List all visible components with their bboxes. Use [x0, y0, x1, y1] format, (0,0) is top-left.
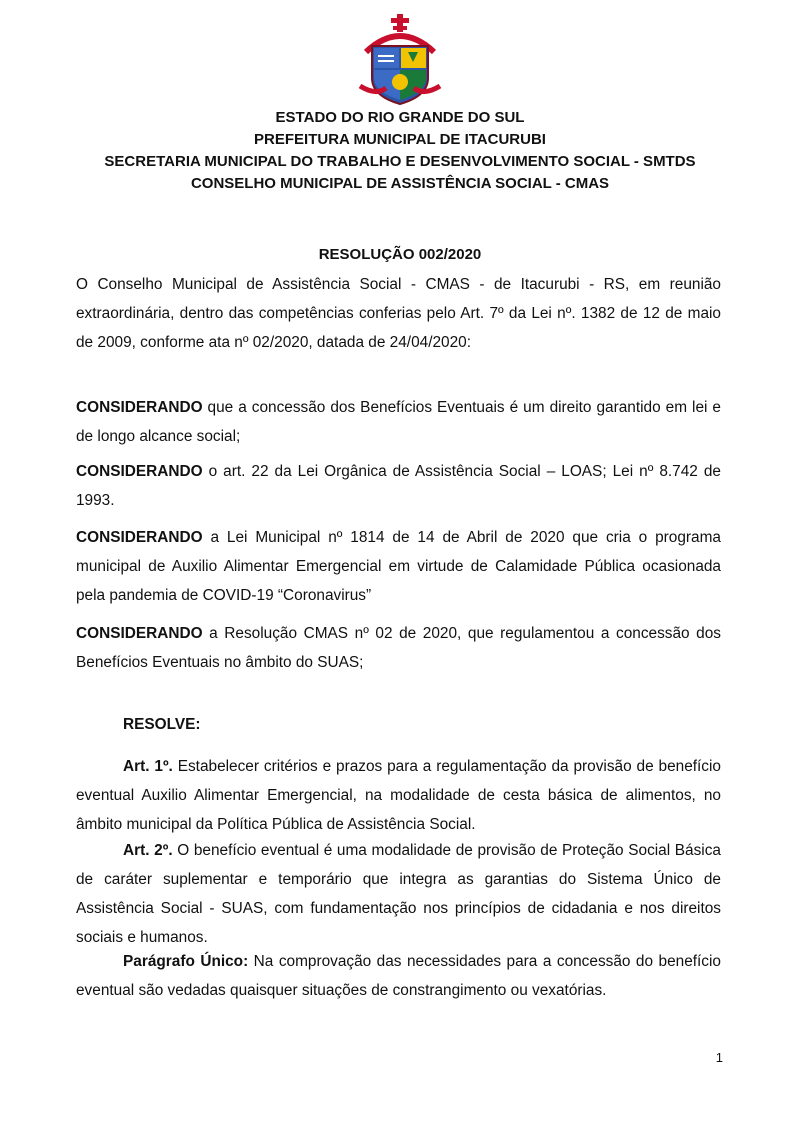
article-label: Art. 2º.: [123, 842, 173, 859]
article-text: Estabelecer critérios e prazos para a regulamentação da provisão de benefício eventual Auxilio Alimentar Emergencial, na modalidade de cesta básica de alimentos, no âmbito municipal da Política Pública de Assistência Social.: [76, 758, 721, 833]
resolution-title: RESOLUÇÃO 002/2020: [318, 246, 482, 263]
consideration-label: CONSIDERANDO: [76, 625, 203, 642]
header-council: CONSELHO MUNICIPAL DE ASSISTÊNCIA SOCIAL - CMAS: [190, 175, 610, 192]
municipal-coat-of-arms: [356, 12, 444, 108]
article-label: Art. 1º.: [123, 758, 173, 775]
article-1: [76, 752, 721, 839]
consideration-label: CONSIDERANDO: [76, 399, 203, 416]
consideration-text: a Resolução CMAS nº 02 de 2020, que regulamentou a concessão dos Benefícios Eventuais no âmbito do SUAS;: [76, 625, 721, 671]
consideration-1: [76, 393, 721, 451]
article-text: O benefício eventual é uma modalidade de provisão de Proteção Social Básica de caráter suplementar e temporário que integra as garantias do Sistema Único de Assistência Social - SUAS, com fundamentação nos princípios de cidadania e nos direitos sociais e humanos.: [76, 842, 721, 946]
consideration-2: [76, 457, 721, 515]
paragraph-label: Parágrafo Único:: [123, 953, 249, 970]
paragraph-text: Na comprovação das necessidades para a concessão do benefício eventual são vedadas quaisquer situações de constrangimento ou vexatórias.: [76, 953, 721, 999]
sole-paragraph: [76, 947, 721, 1005]
header-municipality: PREFEITURA MUNICIPAL DE ITACURUBI: [254, 131, 546, 148]
resolve-heading: RESOLVE:: [123, 716, 201, 733]
page-number: 1: [715, 1050, 723, 1065]
consideration-text: que a concessão dos Benefícios Eventuais é um direito garantido em lei e de longo alcance social;: [76, 399, 721, 445]
header-state: ESTADO DO RIO GRANDE DO SUL: [275, 109, 525, 126]
intro-paragraph: O Conselho Municipal de Assistência Social - CMAS - de Itacurubi - RS, em reunião extraordinária, dentro das competências conferias pelo Art. 7º da Lei nº. 1382 de 12 de maio de 2009, conforme ata nº 02/2020, datada de 24/04/2020:: [76, 276, 721, 351]
consideration-3: [76, 523, 721, 610]
header-secretariat: SECRETARIA MUNICIPAL DO TRABALHO E DESENVOLVIMENTO SOCIAL - SMTDS: [104, 153, 696, 170]
document-header: [60, 107, 740, 195]
consideration-text: a Lei Municipal nº 1814 de 14 de Abril de 2020 que cria o programa municipal de Auxilio Alimentar Emergencial em virtude de Calamidade Pública ocasionada pela pandemia de COVID-19 “Coronavirus”: [76, 529, 721, 604]
consideration-4: [76, 619, 721, 677]
consideration-label: CONSIDERANDO: [76, 529, 203, 546]
article-2: [76, 836, 721, 952]
consideration-label: CONSIDERANDO: [76, 463, 203, 480]
consideration-text: o art. 22 da Lei Orgânica de Assistência Social – LOAS; Lei nº 8.742 de 1993.: [76, 463, 721, 509]
